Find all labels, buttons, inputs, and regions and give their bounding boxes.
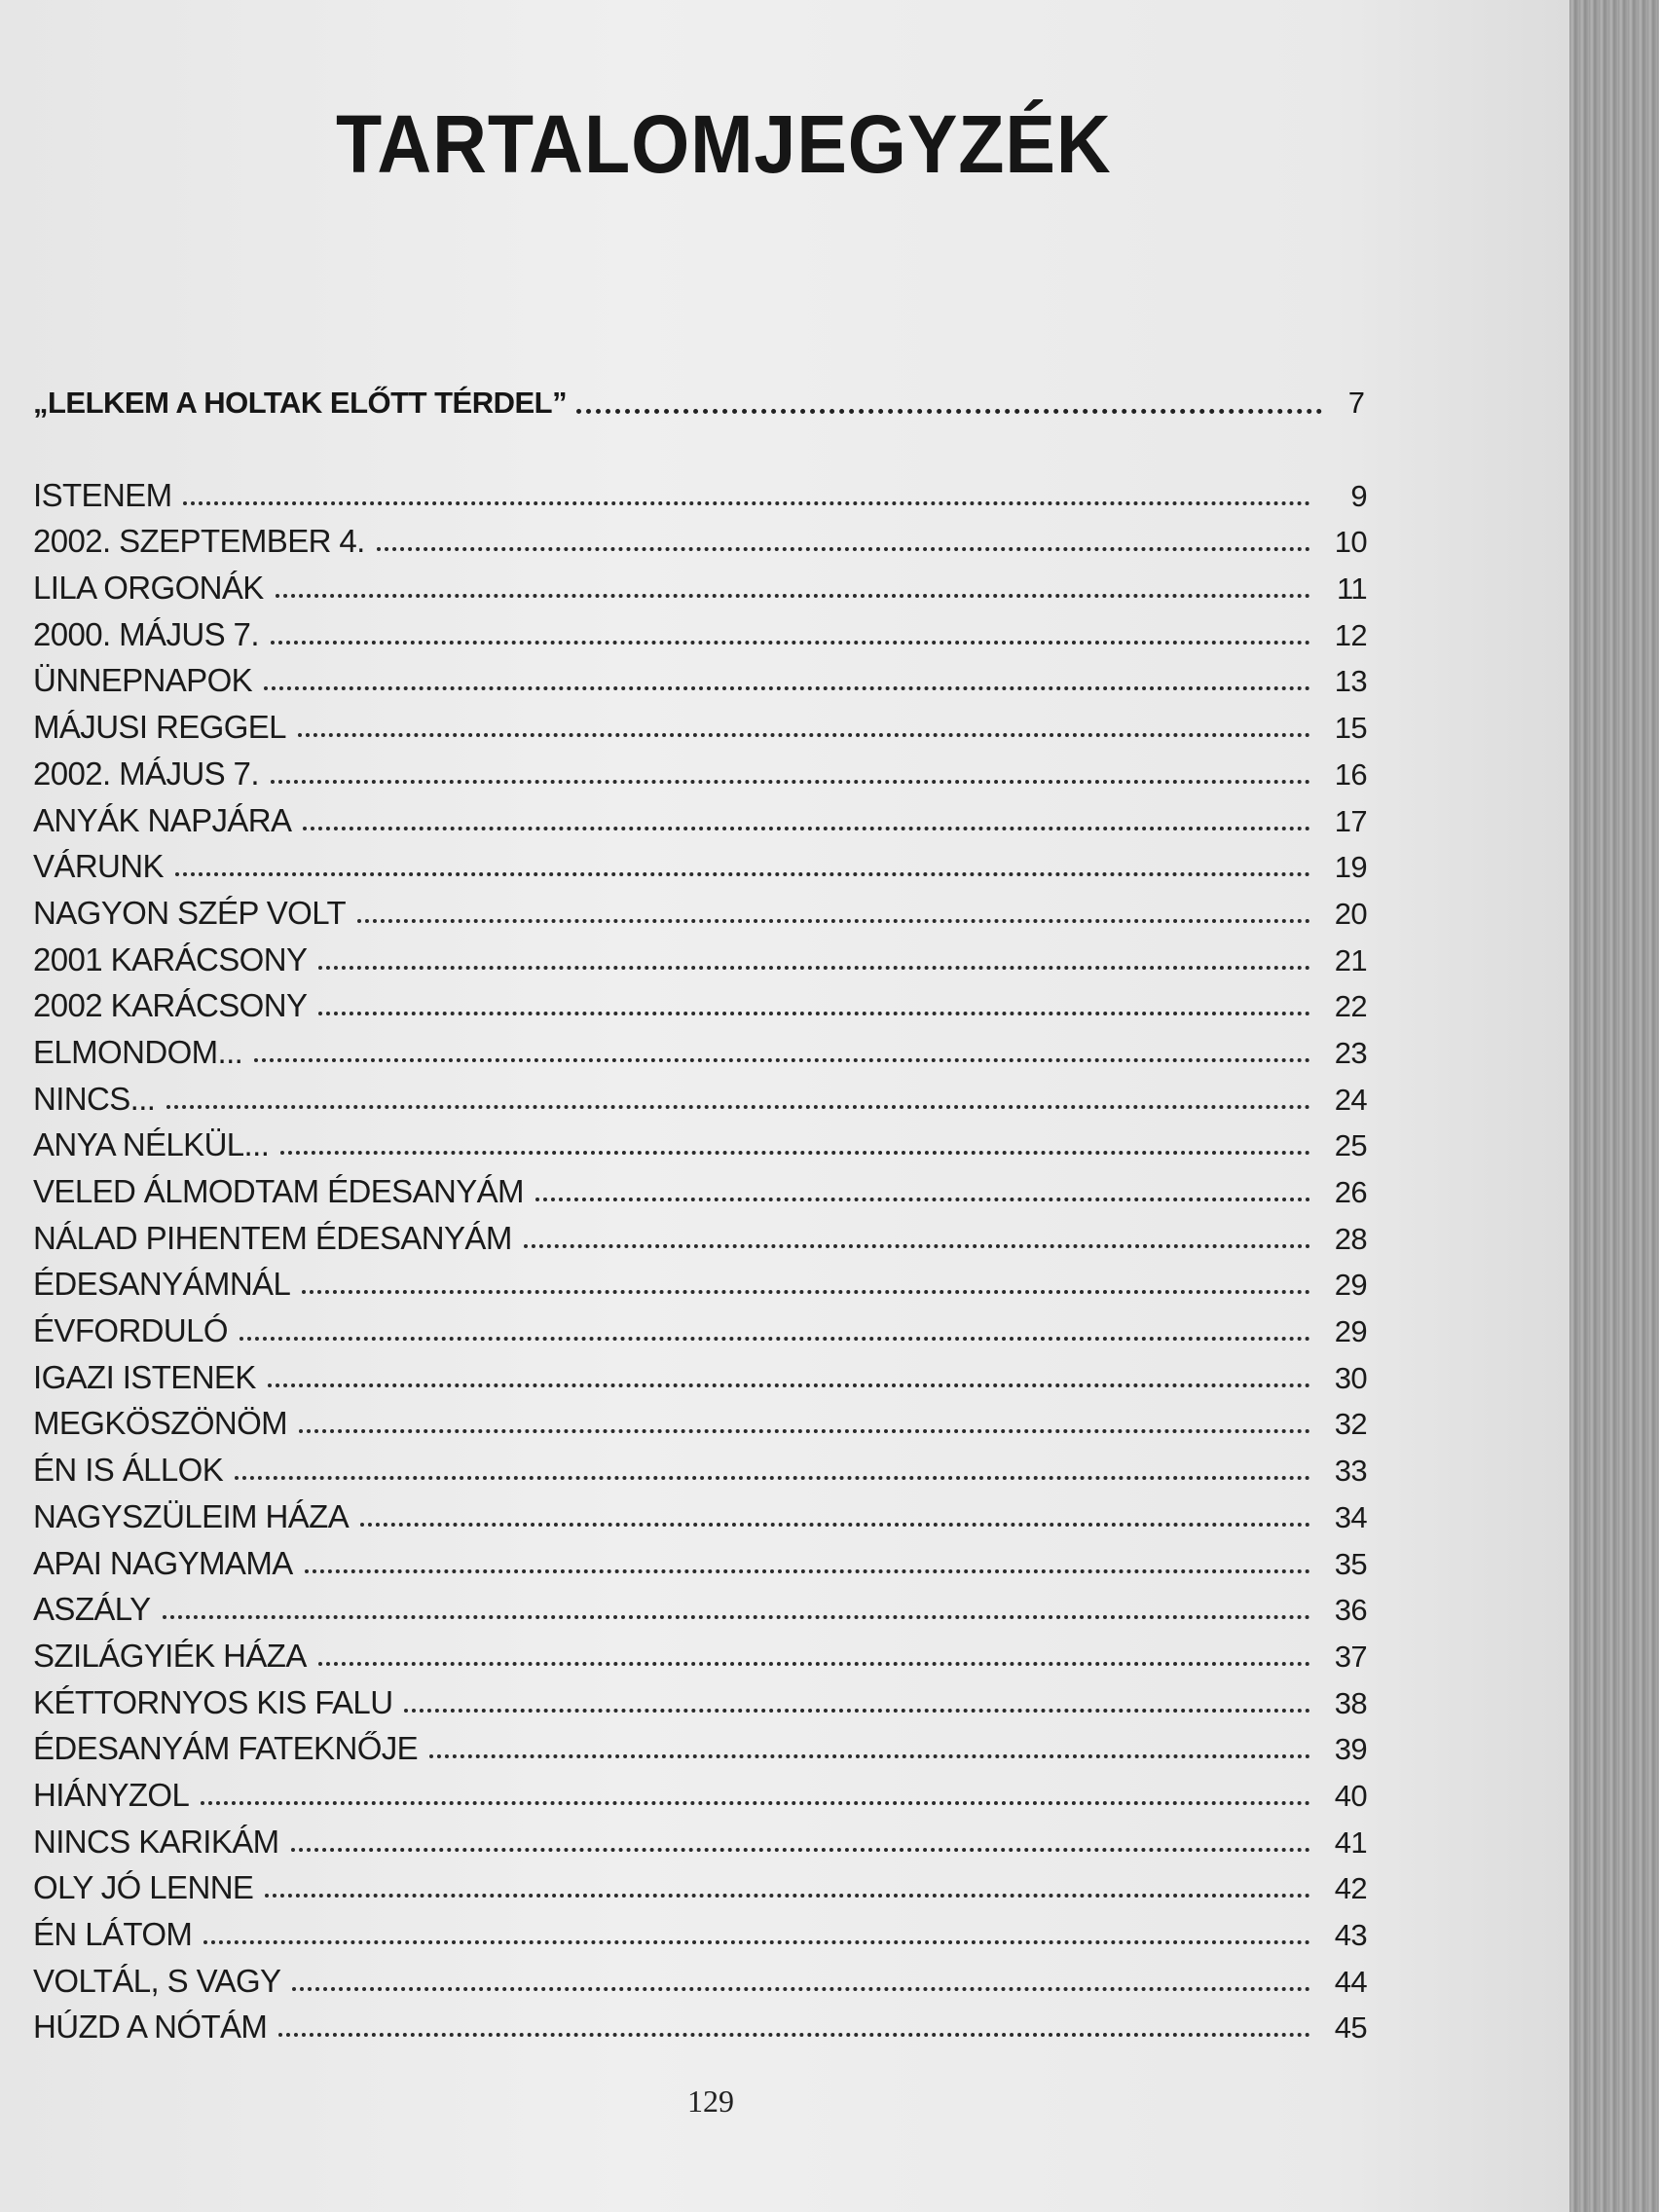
toc-entry [33,1118,1367,1164]
toc-entry-title: ÉDESANYÁM FATEKNŐJE [33,1730,419,1767]
toc-entry-page-number: 35 [1334,1546,1367,1581]
toc-entry-page-number: 17 [1334,803,1367,838]
dot-leader [318,966,1310,970]
toc-entry-page-number: 28 [1334,1221,1367,1256]
toc-entry-title: NÁLAD PIHENTEM ÉDESANYÁM [33,1219,512,1256]
toc-entry [33,607,1367,653]
toc-entry [33,1535,1367,1582]
dot-leader [429,1754,1310,1758]
toc-entry-page-number: 42 [1334,1871,1367,1906]
toc-entry-page-number: 40 [1334,1778,1367,1813]
toc-entry-title: APAI NAGYMAMA [33,1544,293,1581]
toc-entry-title: VÁRUNK [33,848,164,885]
toc-entry-page-number: 25 [1334,1128,1367,1163]
toc-entry-page-number: 15 [1334,711,1367,746]
toc-entry [33,1906,1367,1953]
toc-entry-page-number: 44 [1334,1964,1367,1999]
toc-entry [33,1024,1367,1071]
toc-entry-title: MÁJUSI REGGEL [33,709,286,746]
toc-entry-page-number: 19 [1334,850,1367,885]
toc-entry [33,1721,1367,1768]
dot-leader [278,2033,1310,2037]
toc-entry-page-number: 36 [1334,1593,1367,1628]
toc-entry-page-number: 9 [1350,478,1367,513]
toc-entry [33,1257,1367,1304]
dot-leader [576,409,1322,414]
dot-leader [535,1198,1310,1201]
toc-entry-title: ISTENEM [33,476,172,513]
toc-entry-title: 2001 KARÁCSONY [33,940,308,977]
toc-entry [33,1442,1367,1489]
toc-entry-page-number: 11 [1337,571,1367,607]
toc-entry [33,467,1367,514]
toc-entry-title: KÉTTORNYOS KIS FALU [33,1683,393,1720]
dot-leader [175,872,1310,876]
toc-entry-page-number: 24 [1334,1082,1367,1117]
toc-entry-title: VELED ÁLMODTAM ÉDESANYÁM [33,1173,524,1209]
dot-leader [166,1105,1310,1109]
toc-entry-title: 2002. MÁJUS 7. [33,755,259,792]
dot-leader [276,594,1310,598]
toc-entry [33,699,1367,746]
toc-entry-title: LILA ORGONÁK [33,570,264,607]
toc-entry-title: ÉN IS ÁLLOK [33,1452,224,1489]
toc-entry-page-number: 38 [1334,1685,1367,1720]
toc-entry-page-number: 22 [1334,989,1367,1024]
toc-entry-title: ÉVFORDULÓ [33,1312,228,1349]
toc-entry-title: NINCS KARIKÁM [33,1823,279,1860]
dot-leader [203,1940,1310,1944]
toc-entry-title: 2002. SZEPTEMBER 4. [33,523,365,560]
toc-entry [33,2000,1367,2046]
toc-entry-title: ÉN LÁTOM [33,1916,193,1952]
dot-leader [163,1615,1310,1619]
toc-entry-title: ASZÁLY [33,1591,151,1628]
toc-entry-page-number: 41 [1334,1825,1367,1860]
toc-entry-page-number: 39 [1334,1732,1367,1767]
dot-leader [183,501,1310,505]
toc-entry-title: NINCS... [33,1080,156,1117]
dot-leader [235,1476,1310,1480]
toc-entry-page-number: 37 [1334,1639,1367,1674]
dot-leader [268,1383,1310,1387]
toc-entry-page-number: 10 [1334,525,1367,560]
toc-entry [33,1396,1367,1443]
toc-entry [33,885,1367,932]
toc-entry [33,1071,1367,1118]
toc-entry-page-number: 32 [1334,1407,1367,1442]
toc-entry-page-number: 20 [1334,896,1367,931]
toc-entry [33,1814,1367,1861]
toc-entry [33,793,1367,839]
dot-leader [240,1337,1310,1341]
toc-entry-page-number: 29 [1334,1314,1367,1349]
dot-leader [292,1987,1310,1991]
toc-entry [33,1582,1367,1629]
toc-entry [33,746,1367,793]
toc-entry-page-number: 30 [1334,1360,1367,1395]
dot-leader [298,733,1310,737]
toc-entry [33,1163,1367,1210]
toc-entry-title: ÉDESANYÁMNÁL [33,1266,291,1303]
book-spine-background [1569,0,1659,2212]
dot-leader [302,1290,1310,1294]
toc-entry [33,1303,1367,1349]
toc-entry [33,1349,1367,1396]
toc-entry [33,1861,1367,1907]
toc-list [33,467,1367,2046]
dot-leader [404,1709,1310,1713]
toc-entry [33,1210,1367,1257]
dot-leader [377,547,1310,551]
toc-entry-title: IGAZI ISTENEK [33,1358,256,1395]
toc-entry-title: ÜNNEPNAPOK [33,662,253,699]
dot-leader [265,1894,1310,1898]
toc-entry [33,514,1367,561]
toc-entry-page-number: 16 [1334,756,1367,792]
dot-leader [264,686,1310,690]
toc-entry [33,653,1367,700]
dot-leader [318,1662,1310,1666]
toc-entry-page-number: 26 [1334,1175,1367,1209]
toc-entry-title: 2002 KARÁCSONY [33,987,308,1024]
toc-entry [33,1489,1367,1535]
toc-entry-page-number: 45 [1334,2010,1367,2046]
toc-entry-title: OLY JÓ LENNE [33,1869,254,1906]
toc-entry-page-number: 13 [1334,664,1367,699]
dot-leader [291,1848,1310,1852]
section-label: „LELKEM A HOLTAK ELŐTT TÉRDEL” [33,386,568,420]
toc-entry-page-number: 23 [1334,1035,1367,1070]
toc-entry-title: HIÁNYZOL [33,1776,190,1813]
dot-leader [318,1012,1310,1015]
dot-leader [357,919,1310,923]
toc-entry-page-number: 12 [1334,617,1367,652]
dot-leader [271,780,1310,784]
toc-entry-title: VOLTÁL, S VAGY [33,1962,281,1999]
dot-leader [271,641,1310,645]
toc-entry-title: ANYÁK NAPJÁRA [33,801,292,838]
toc-entry [33,1767,1367,1814]
toc-entry-title: SZILÁGYIÉK HÁZA [33,1637,307,1674]
section-page-number: 7 [1347,386,1365,420]
toc-entry [33,978,1367,1025]
toc-entry-page-number: 34 [1334,1499,1367,1534]
toc-entry [33,1675,1367,1721]
toc-entry [33,839,1367,886]
toc-entry-title: NAGYSZÜLEIM HÁZA [33,1497,350,1534]
toc-entry-page-number: 43 [1334,1918,1367,1952]
dot-leader [305,1569,1310,1573]
dot-leader [524,1244,1310,1248]
page-title: TARTALOMJEGYZÉK [336,98,1112,190]
page-number: 129 [687,2083,734,2119]
toc-section-heading [33,382,1365,421]
toc-entry [33,560,1367,607]
toc-entry-title: 2000. MÁJUS 7. [33,615,259,652]
toc-entry-title: NAGYON SZÉP VOLT [33,894,347,931]
toc-entry-title: ANYA NÉLKÜL... [33,1126,270,1163]
toc-entry [33,1953,1367,2000]
toc-entry [33,932,1367,978]
toc-entry-title: MEGKÖSZÖNÖM [33,1405,288,1442]
toc-entry-title: HÚZD A NÓTÁM [33,2009,268,2046]
toc-entry-page-number: 33 [1334,1454,1367,1489]
toc-entry-page-number: 29 [1334,1268,1367,1303]
dot-leader [280,1151,1310,1155]
dot-leader [254,1058,1310,1062]
toc-entry [33,1628,1367,1675]
dot-leader [299,1429,1310,1433]
dot-leader [360,1523,1310,1527]
toc-entry-page-number: 21 [1334,942,1367,977]
dot-leader [303,827,1310,830]
toc-entry-title: ELMONDOM... [33,1033,243,1070]
dot-leader [201,1801,1310,1805]
